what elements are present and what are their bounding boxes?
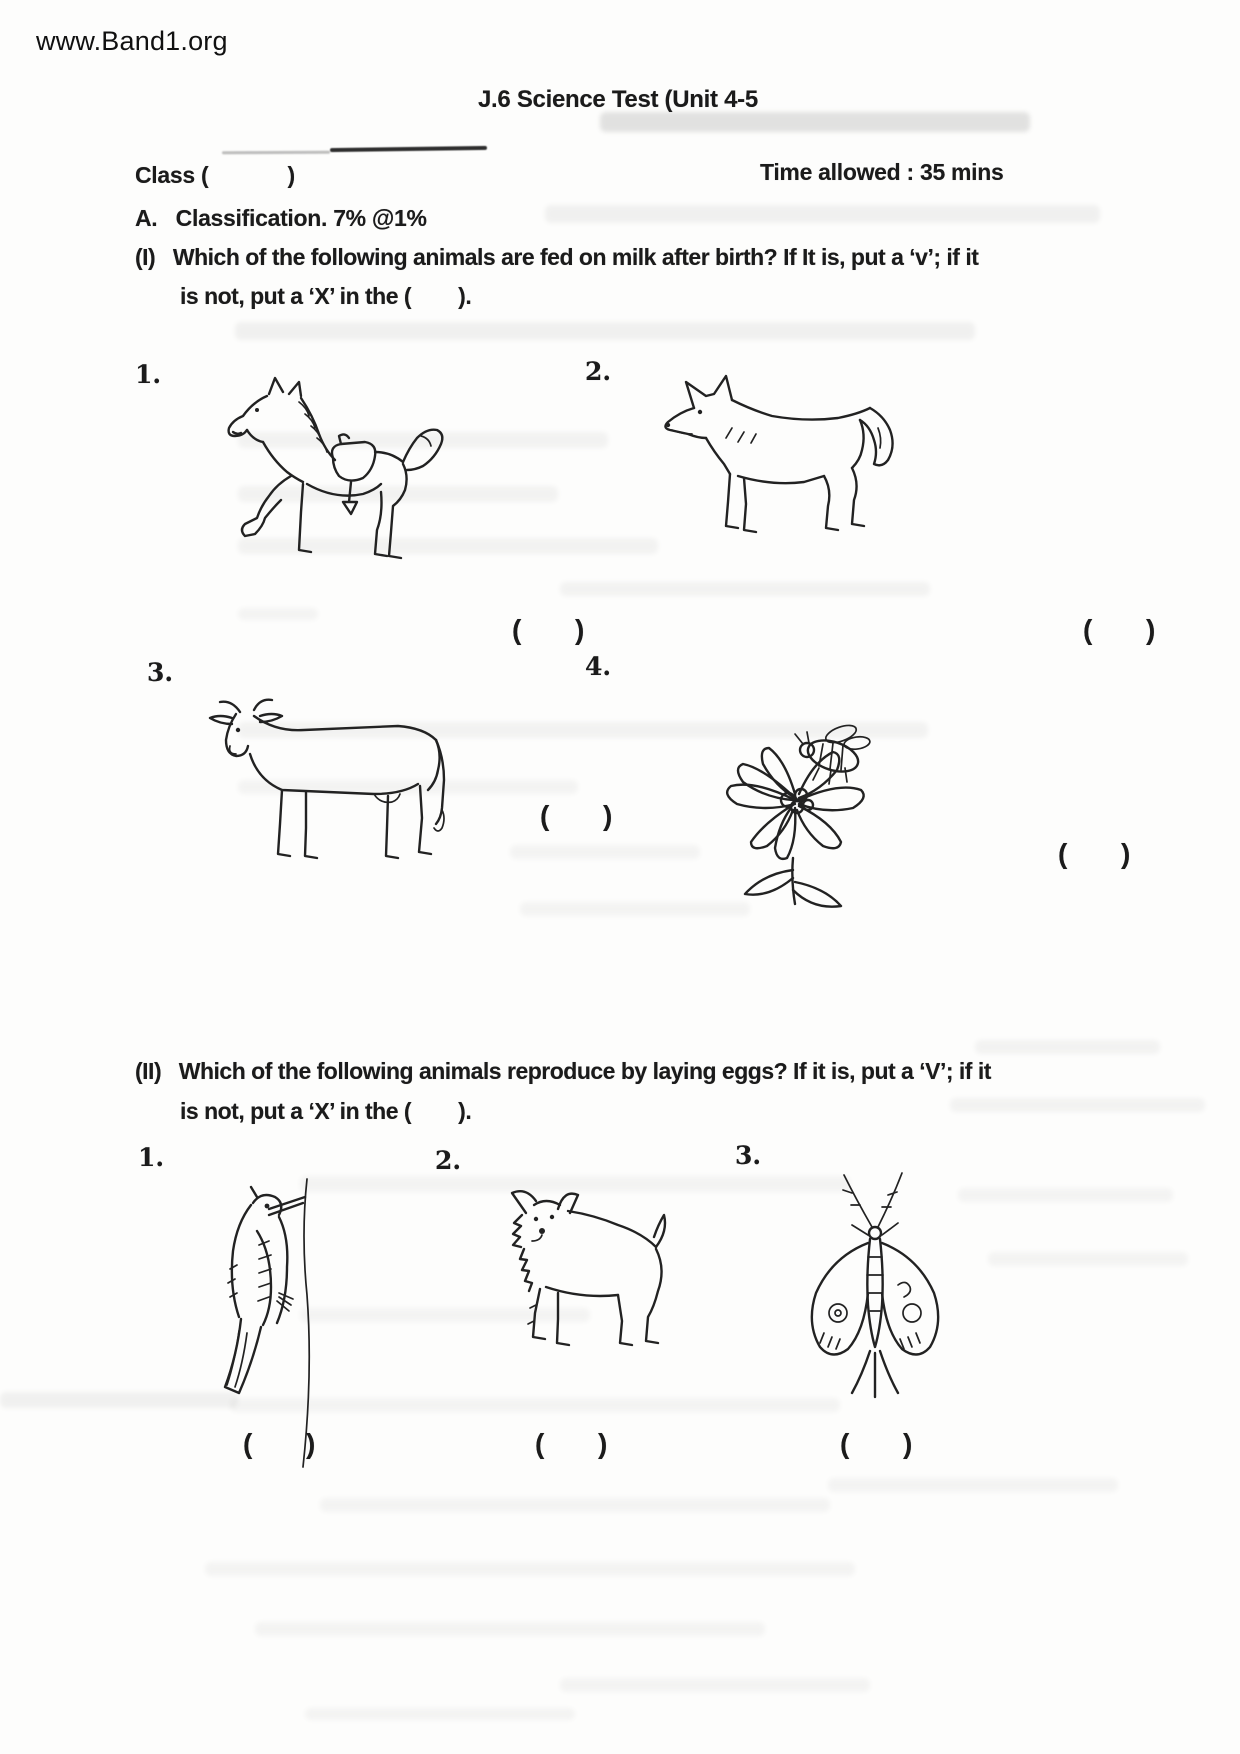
- section-heading: A. Classification. 7% @1%: [135, 205, 427, 231]
- part2-item1-number: 1.: [138, 1143, 165, 1172]
- part2-prompt-line1: (II) Which of the following animals reproduce by laying eggs? If it is, put a ‘V’; if it: [135, 1058, 991, 1084]
- part2-item3-number: 3.: [735, 1141, 762, 1170]
- part1-item2-answer-box: ( ): [1083, 614, 1157, 645]
- scan-smudge: [545, 205, 1100, 223]
- part1-item2-number: 2.: [585, 357, 612, 386]
- part1-item1-answer-box: ( ): [512, 614, 586, 645]
- part2-item2-number: 2.: [435, 1146, 462, 1175]
- scan-smudge: [255, 1622, 765, 1636]
- part1-item3-answer-box: ( ): [540, 800, 614, 831]
- part1-item3-number: 3.: [147, 658, 174, 687]
- scan-smudge: [235, 322, 975, 340]
- woodpecker-drawing: [195, 1175, 345, 1470]
- part2-prompt-line2: is not, put a ‘X’ in the ( ).: [180, 1098, 472, 1124]
- cow-drawing: [188, 688, 488, 878]
- bee-on-flower-drawing: [645, 660, 945, 915]
- part2-item2-answer-box: ( ): [535, 1428, 609, 1459]
- scan-smudge: [560, 582, 930, 596]
- scan-smudge: [560, 1678, 870, 1692]
- scan-smudge: [305, 1708, 575, 1720]
- scan-smudge: [950, 1098, 1205, 1112]
- scan-line: [222, 151, 330, 155]
- part1-item1-number: 1.: [135, 360, 162, 389]
- scan-smudge: [975, 1040, 1160, 1054]
- part2-item1-answer-box: ( ): [243, 1428, 317, 1459]
- part1-item4-answer-box: ( ): [1058, 838, 1132, 869]
- horse-drawing: [195, 372, 465, 587]
- part2-item3-answer-box: ( ): [840, 1428, 914, 1459]
- moth-drawing: [780, 1165, 970, 1455]
- dog-drawing: [470, 1185, 700, 1365]
- part1-prompt-line2: is not, put a ‘X’ in the ( ).: [180, 283, 472, 309]
- class-field: Class ( ): [135, 162, 295, 188]
- wolf-drawing: [648, 368, 910, 578]
- part1-item4-number: 4.: [585, 652, 612, 681]
- scan-smudge: [988, 1252, 1188, 1266]
- scan-line: [330, 146, 487, 152]
- scan-smudge: [828, 1478, 1118, 1492]
- scan-smudge: [600, 112, 1030, 132]
- page-title: J.6 Science Test (Unit 4-5: [478, 86, 758, 113]
- part1-prompt-line1: (I) Which of the following animals are fed on milk after birth? If It is, put a ‘v’; if it: [135, 244, 979, 270]
- scan-smudge: [958, 1188, 1173, 1202]
- scan-smudge: [320, 1498, 830, 1512]
- watermark: www.Band1.org: [36, 26, 228, 56]
- time-allowed: Time allowed : 35 mins: [760, 159, 1004, 185]
- scan-smudge: [205, 1562, 855, 1576]
- scan-smudge: [238, 608, 318, 620]
